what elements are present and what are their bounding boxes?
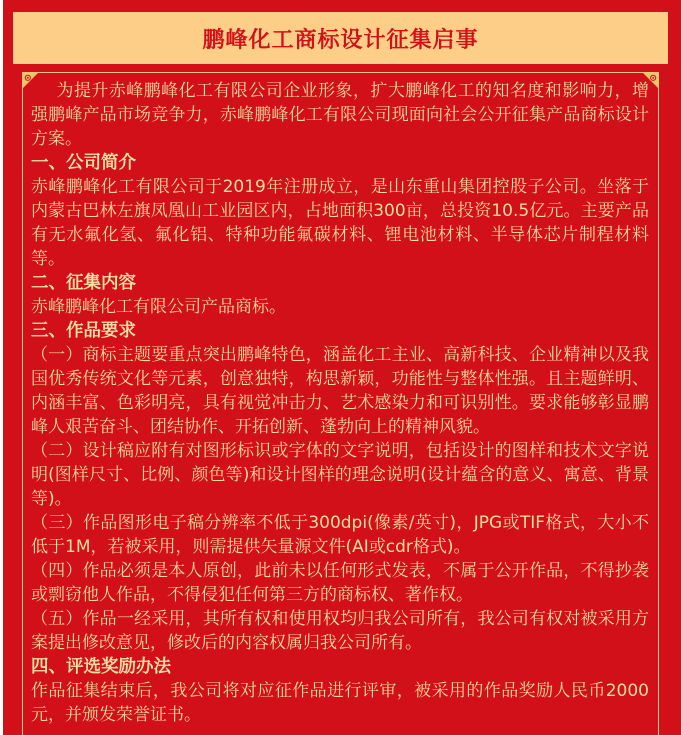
section-heading-award-method: 四、评选奖励办法	[31, 657, 171, 677]
section-heading-company-intro: 一、公司简介	[31, 153, 136, 173]
requirement-item-4: （四）作品必须是本人原创，此前未以任何形式发表，不属于公开作品，不得抄袭或剽窃他人作品，不得侵犯任何第三方的商标权、著作权。	[31, 561, 649, 605]
corner-ornament-spiral-icon	[23, 73, 38, 88]
requirement-item-2: （二）设计稿应附有对图形标识或字体的文字说明，包括设计的图样和技术文字说明(图样尺寸、比例、颜色等)和设计图样的理念说明(设计蕴含的意义、寓意、背景等)。	[31, 441, 649, 509]
intro-paragraph: 为提升赤峰鹏峰化工有限公司企业形象，扩大鹏峰化工的知名度和影响力，增强鹏峰产品市场竞争力，赤峰鹏峰化工有限公司现面向社会公开征集产品商标设计方案。	[31, 81, 649, 149]
section-paragraph: 赤峰鹏峰化工有限公司于2019年注册成立，是山东重山集团控股子公司。坐落于内蒙古巴林左旗凤凰山工业园区内，占地面积300亩，总投资10.5亿元。主要产品有无水氟化氢、氟化铝、特种功能氟碳材料、锂电池材料、半导体芯片制程材料等。	[31, 177, 649, 269]
corner-ornament-spiral-icon	[643, 73, 658, 88]
section-heading-collection-content: 二、征集内容	[31, 273, 136, 293]
requirement-item-3: （三）作品图形电子稿分辨率不低于300dpi(像素/英寸)，JPG或TIF格式，大小不低于1M，若被采用，则需提供矢量源文件(AI或cdr格式)。	[31, 513, 649, 557]
requirement-item-1: （一）商标主题要重点突出鹏峰特色，涵盖化工主业、高新科技、企业精神以及我国优秀传统文化等元素，创意独特，构思新颖，功能性与整体性强。且主题鲜明、内涵丰富、色彩明亮，具有视觉冲击力、艺术感染力和可识别性。要求能够彰显鹏峰人艰苦奋斗、团结协作、开拓创新、蓬勃向上的精神风貌。	[31, 345, 649, 437]
section-heading-work-requirements: 三、作品要求	[31, 321, 136, 341]
section-paragraph: 赤峰鹏峰化工有限公司产品商标。	[31, 297, 286, 317]
section-paragraph: 作品征集结束后，我公司将对应征作品进行评审，被采用的作品奖励人民币2000元，并颁发荣誉证书。	[31, 681, 649, 725]
requirement-item-5: （五）作品一经采用，其所有权和使用权均归我公司所有，我公司有权对被采用方案提出修改意见，修改后的内容权属归我公司所有。	[31, 609, 649, 653]
red-banner	[3, 0, 681, 735]
content-box	[22, 72, 659, 735]
page-title: 鹏峰化工商标设计征集启事	[202, 27, 479, 53]
title-bar	[13, 12, 668, 64]
